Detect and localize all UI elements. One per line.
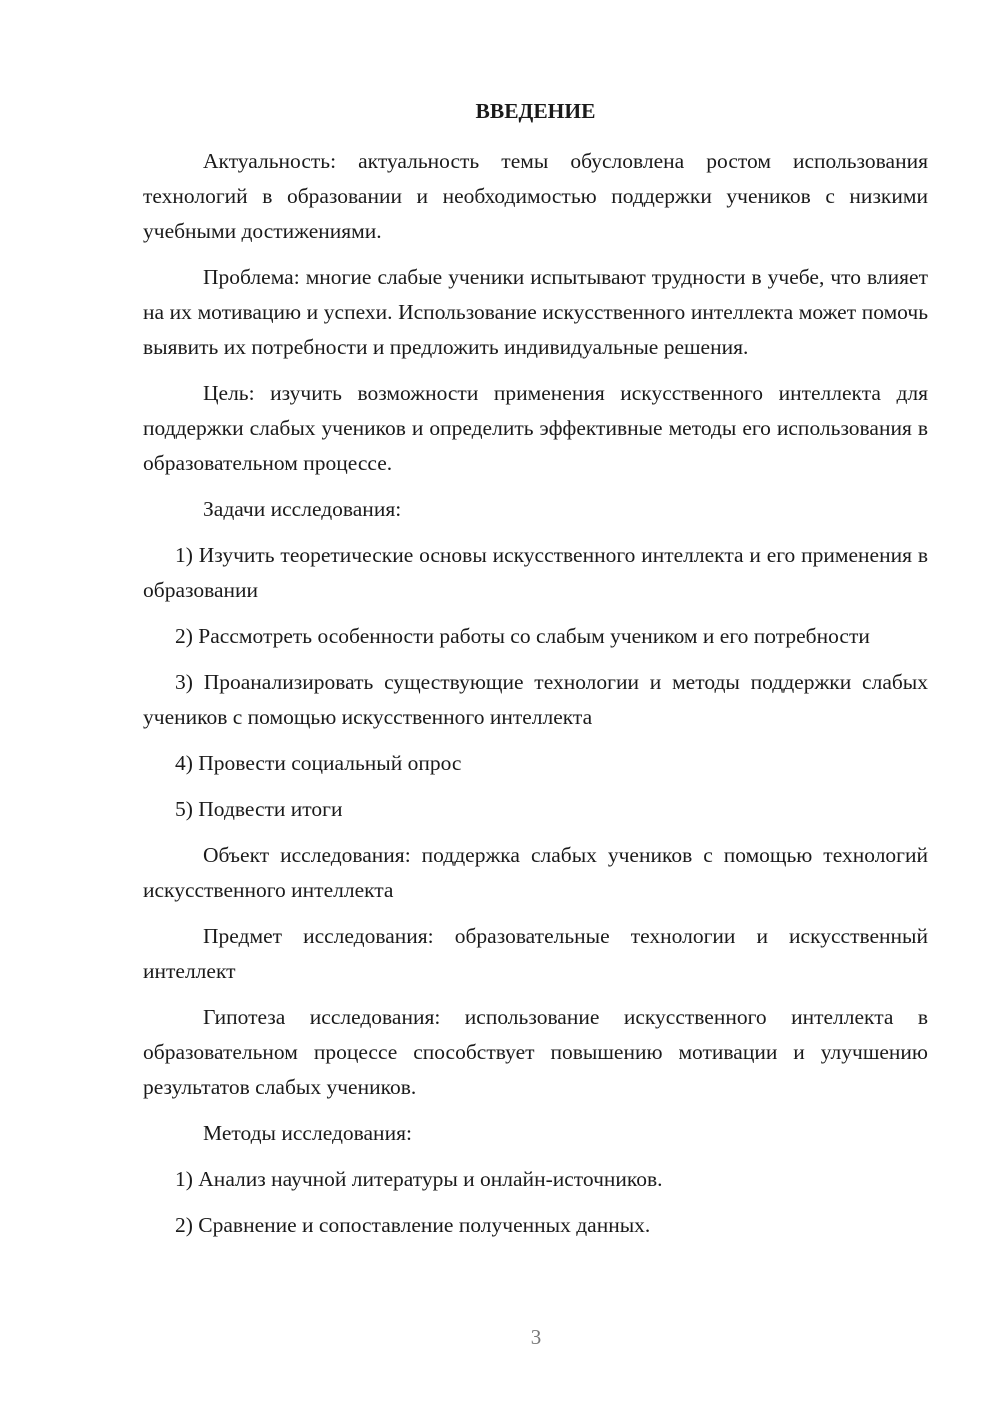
tasks-heading: Задачи исследования:	[203, 497, 402, 521]
task-item: 1) Изучить теоретические основы искусственного интеллекта и его применения в образовании	[143, 543, 928, 602]
method-item: 2) Сравнение и сопоставление полученных данных.	[175, 1213, 651, 1237]
methods-heading: Методы исследования:	[203, 1121, 412, 1145]
relevance-paragraph: Актуальность: актуальность темы обусловлена ростом использования технологий в образовании и необходимостью поддержки учеников с низкими учебными достижениями.	[143, 149, 928, 243]
hypothesis-paragraph: Гипотеза исследования: использование искусственного интеллекта в образовательном процессе способствует повышению мотивации и улучшению результатов слабых учеников.	[143, 1005, 928, 1099]
task-item: 2) Рассмотреть особенности работы со слабым учеником и его потребности	[175, 624, 870, 648]
section-title: ВВЕДЕНИЕ	[475, 99, 596, 123]
goal-paragraph: Цель: изучить возможности применения искусственного интеллекта для поддержки слабых учеников и определить эффективные методы его использования в образовательном процессе.	[143, 381, 928, 475]
task-item: 4) Провести социальный опрос	[175, 751, 462, 775]
method-item: 1) Анализ научной литературы и онлайн-источников.	[175, 1167, 663, 1191]
page-number: 3	[530, 1325, 542, 1349]
object-paragraph: Объект исследования: поддержка слабых учеников с помощью технологий искусственного интеллекта	[143, 843, 928, 902]
task-item: 5) Подвести итоги	[175, 797, 343, 821]
problem-paragraph: Проблема: многие слабые ученики испытывают трудности в учебе, что влияет на их мотивацию и успехи. Использование искусственного интеллекта может помочь выявить их потребности и предложить индивидуальные решения.	[143, 265, 928, 359]
task-item: 3) Проанализировать существующие технологии и методы поддержки слабых учеников с помощью искусственного интеллекта	[143, 670, 928, 729]
subject-paragraph: Предмет исследования: образовательные технологии и искусственный интеллект	[143, 924, 928, 983]
document-page	[143, 96, 928, 1254]
